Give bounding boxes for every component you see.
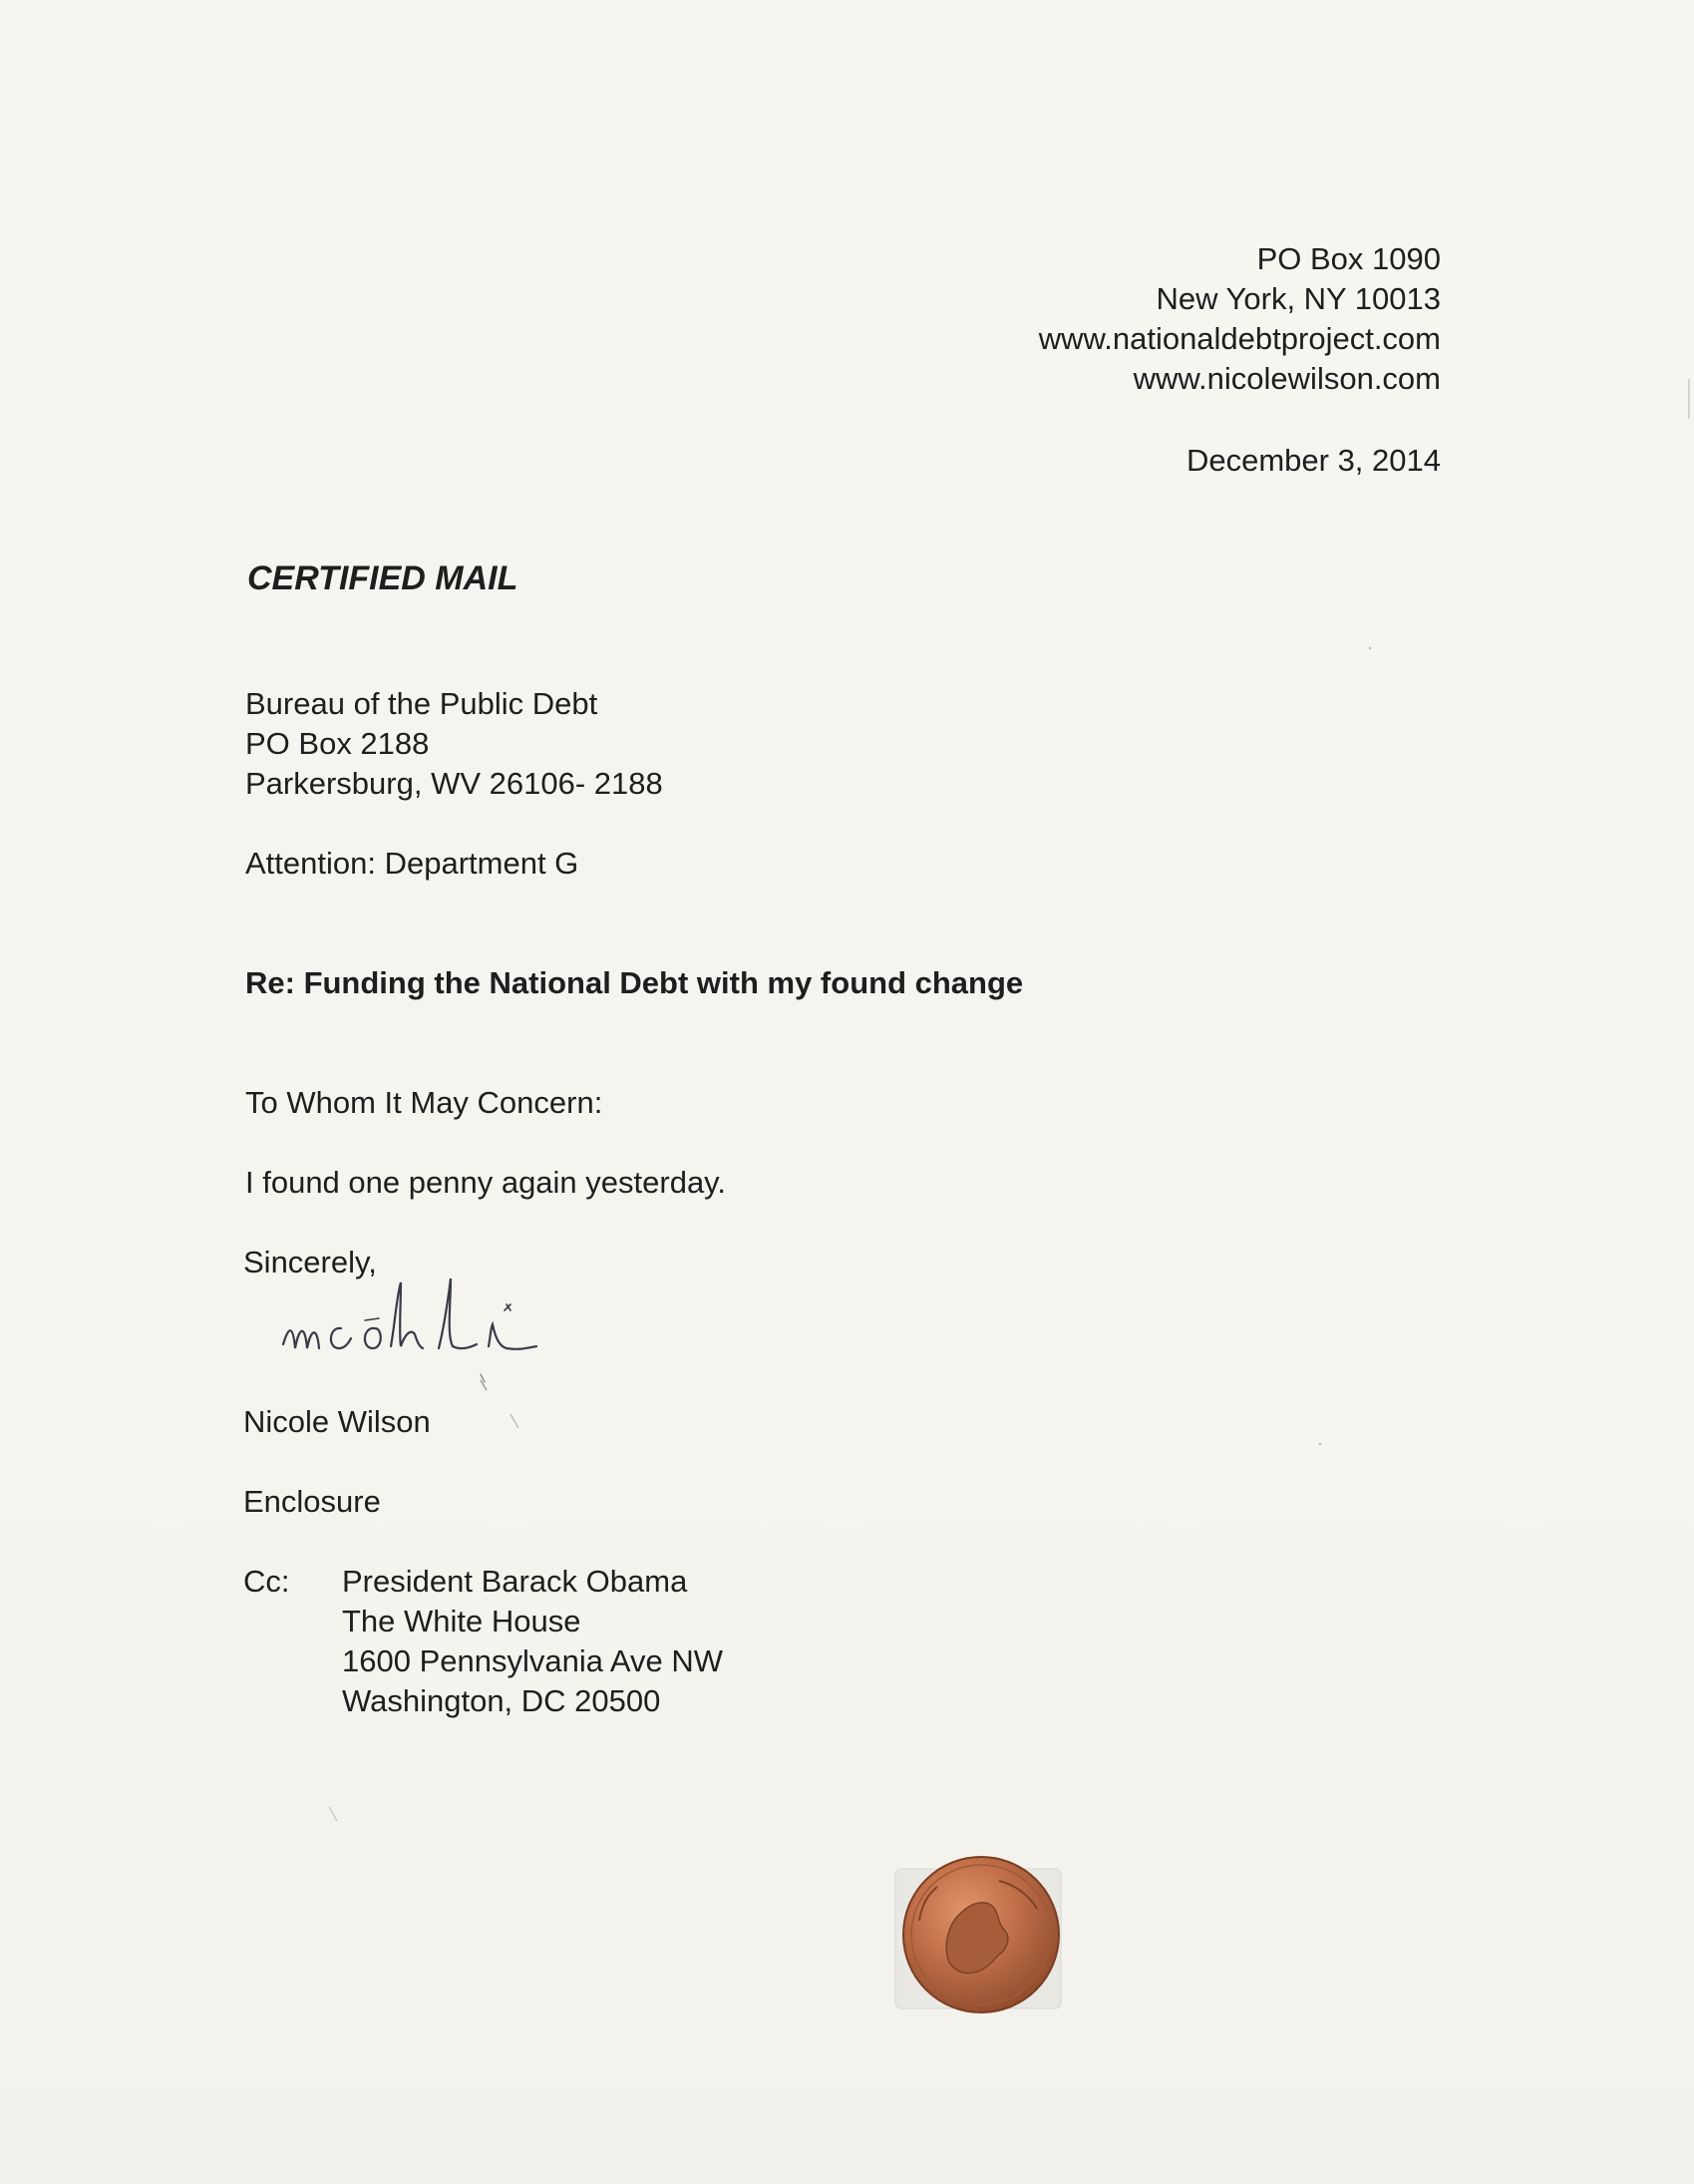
- enclosure-note: Enclosure: [243, 1484, 381, 1519]
- cc-line: President Barack Obama: [342, 1564, 688, 1599]
- cc-label: Cc:: [243, 1564, 290, 1599]
- letter-date: December 3, 2014: [1186, 443, 1441, 478]
- signature-icon: [279, 1265, 618, 1384]
- recipient-line: PO Box 2188: [245, 726, 430, 761]
- sender-line: New York, NY 10013: [1156, 281, 1441, 316]
- cc-line: 1600 Pennsylvania Ave NW: [342, 1643, 723, 1678]
- recipient-line: Parkersburg, WV 26106- 2188: [245, 766, 663, 801]
- sender-website: www.nicolewilson.com: [1133, 361, 1441, 396]
- recipient-address: [245, 684, 663, 804]
- penny-coin-icon: [889, 1851, 1069, 2018]
- attention-line: Attention: Department G: [245, 846, 579, 881]
- recipient-line: Bureau of the Public Debt: [245, 686, 598, 721]
- signer-name: Nicole Wilson: [243, 1404, 431, 1439]
- cc-line: Washington, DC 20500: [342, 1683, 661, 1718]
- letter-body: I found one penny again yesterday.: [245, 1165, 726, 1200]
- sender-website: www.nationaldebtproject.com: [1038, 321, 1441, 356]
- certified-mail-heading: CERTIFIED MAIL: [247, 559, 518, 597]
- cc-address: [342, 1562, 723, 1721]
- sender-line: PO Box 1090: [1256, 241, 1441, 276]
- salutation: To Whom It May Concern:: [245, 1085, 603, 1120]
- sender-address: [1039, 239, 1441, 399]
- complimentary-close: Sincerely,: [243, 1245, 377, 1279]
- subject-line: Re: Funding the National Debt with my found change: [245, 965, 1024, 1000]
- cc-line: The White House: [342, 1604, 581, 1638]
